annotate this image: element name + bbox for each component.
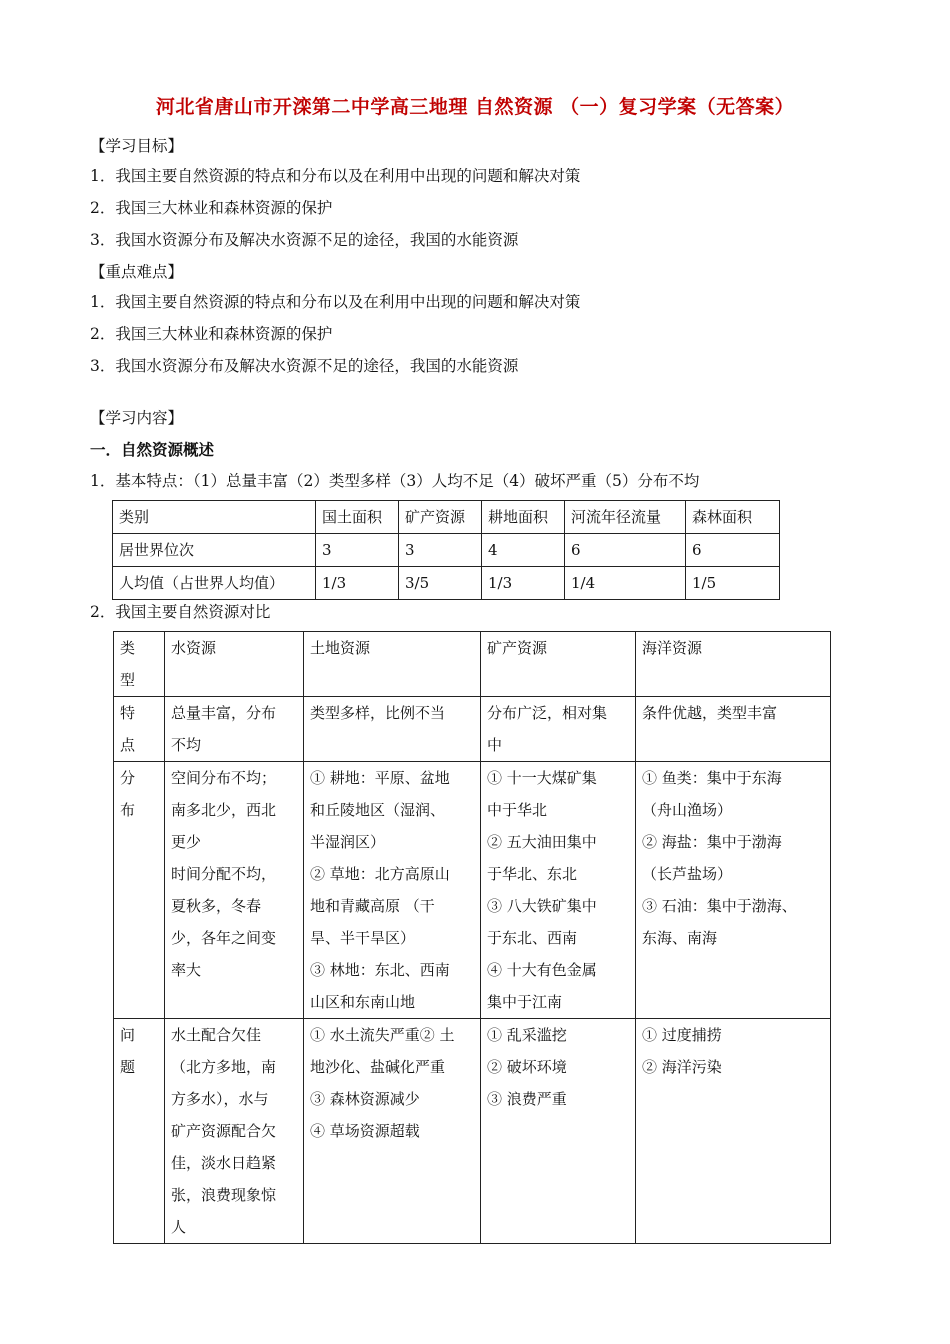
table-cell <box>165 697 304 762</box>
table-cell <box>304 1019 481 1244</box>
table-cell <box>304 762 481 1019</box>
cell-line: 条件优越，类型丰富 <box>642 704 778 722</box>
table-header-row <box>113 501 780 534</box>
cell-line: 集中于江南 <box>487 993 563 1011</box>
table-row <box>113 567 780 600</box>
table-header-cell: 水资源 <box>165 632 304 697</box>
cell-line: ④ 十大有色金属 <box>487 961 597 979</box>
table-cell <box>165 762 304 1019</box>
key-item: 2．我国三大林业和森林资源的保护 <box>90 325 333 343</box>
goal-item: 1．我国主要自然资源的特点和分布以及在利用中出现的问题和解决对策 <box>90 167 581 185</box>
table-cell <box>636 1019 831 1244</box>
cell-line: 南多北少，西北 <box>171 801 277 819</box>
table-header-cell: 类别 <box>113 501 316 534</box>
cell-line: （长芦盐场） <box>642 865 733 883</box>
cell-line: 地沙化、盐碱化严重 <box>310 1058 446 1076</box>
cell-line: 中 <box>487 736 503 754</box>
goal-item: 2．我国三大林业和森林资源的保护 <box>90 199 333 217</box>
cell-line: ③ 八大铁矿集中 <box>487 897 597 915</box>
table-header-cell: 森林面积 <box>686 501 780 534</box>
cell-line: 佳，淡水日趋紧 <box>171 1154 277 1172</box>
cell-line: ② 破坏环境 <box>487 1058 567 1076</box>
cell-line: ③ 森林资源减少 <box>310 1090 420 1108</box>
table-header-cell: 国土面积 <box>316 501 399 534</box>
table-cell: 1/3 <box>316 567 399 600</box>
cell-line: ② 海洋污染 <box>642 1058 722 1076</box>
cell-line: 东海、南海 <box>642 929 718 947</box>
goals-header: 【学习目标】 <box>90 137 184 155</box>
cell-line: 于东北、西南 <box>487 929 578 947</box>
table-cell: 3/5 <box>399 567 482 600</box>
table-header-cell: 耕地面积 <box>482 501 565 534</box>
cell-line: 旱、半干旱区） <box>310 929 416 947</box>
cell-line: 总量丰富，分布 <box>171 704 277 722</box>
table-cell: 人均值（占世界人均值） <box>113 567 316 600</box>
table-header-cell: 矿产资源 <box>399 501 482 534</box>
rank-table <box>112 500 780 600</box>
page-title: 河北省唐山市开滦第二中学高三地理 自然资源 （一）复习学案（无答案） <box>155 96 795 118</box>
cell-line: ① 水土流失严重② 土 <box>310 1026 455 1044</box>
cell-line: 夏秋多，冬春 <box>171 897 262 915</box>
cell-line: 特 <box>120 704 136 722</box>
table-header-cell: 矿产资源 <box>481 632 636 697</box>
cell-line: 水土配合欠佳 <box>171 1026 262 1044</box>
cell-line: 半湿润区） <box>310 833 386 851</box>
cell-line: 问 <box>120 1026 136 1044</box>
cell-line: ② 草地：北方高原山 <box>310 865 450 883</box>
table-cell: 4 <box>482 534 565 567</box>
table-header-cell: 海洋资源 <box>636 632 831 697</box>
key-item: 1．我国主要自然资源的特点和分布以及在利用中出现的问题和解决对策 <box>90 293 581 311</box>
table-header-cell: 土地资源 <box>304 632 481 697</box>
table-cell: 1/3 <box>482 567 565 600</box>
cell-line: 山区和东南山地 <box>310 993 416 1011</box>
table-header-cell <box>114 632 165 697</box>
table-cell <box>636 762 831 1019</box>
cell-line: 时间分配不均， <box>171 865 277 883</box>
cell-line: 不均 <box>171 736 202 754</box>
table-cell <box>304 697 481 762</box>
table-row <box>113 534 780 567</box>
section-heading: 一．自然资源概述 <box>90 441 215 459</box>
table-cell: 6 <box>565 534 686 567</box>
table-cell: 1/4 <box>565 567 686 600</box>
table-cell: 6 <box>686 534 780 567</box>
basic-features: 1．基本特点：（1）总量丰富（2）类型多样（3）人均不足（4）破坏严重（5）分布不均 <box>90 472 700 490</box>
cell-line: ③ 浪费严重 <box>487 1090 567 1108</box>
table-cell: 1/5 <box>686 567 780 600</box>
cell-line: 方多水），水与 <box>171 1090 269 1108</box>
table-cell <box>481 762 636 1019</box>
table-header-cell: 河流年径流量 <box>565 501 686 534</box>
cell-line: 少，各年之间变 <box>171 929 277 947</box>
cell-line: 类型多样，比例不当 <box>310 704 446 722</box>
content-header: 【学习内容】 <box>90 409 184 427</box>
cell-line: 分布广泛，相对集 <box>487 704 608 722</box>
cell-line: 率大 <box>171 961 202 979</box>
cell-line: 于华北、东北 <box>487 865 578 883</box>
cell-line: 矿产资源配合欠 <box>171 1122 277 1140</box>
cell-line: 型 <box>120 671 136 689</box>
key-item: 3．我国水资源分布及解决水资源不足的途径，我国的水能资源 <box>90 357 519 375</box>
cell-line: 张，浪费现象惊 <box>171 1186 277 1204</box>
cell-line: 点 <box>120 736 136 754</box>
cell-line: （舟山渔场） <box>642 801 733 819</box>
cell-line: ① 耕地：平原、盆地 <box>310 769 450 787</box>
table-cell: 居世界位次 <box>113 534 316 567</box>
cell-line: 布 <box>120 801 136 819</box>
cell-line: ④ 草场资源超载 <box>310 1122 420 1140</box>
table-header-row <box>114 632 831 697</box>
cell-line: ① 过度捕捞 <box>642 1026 722 1044</box>
table-row-distribution <box>114 762 831 1019</box>
cell-line: 题 <box>120 1058 136 1076</box>
table-cell <box>165 1019 304 1244</box>
key-header: 【重点难点】 <box>90 263 184 281</box>
cell-line: ③ 林地：东北、西南 <box>310 961 450 979</box>
table-cell <box>636 697 831 762</box>
table-row-features <box>114 697 831 762</box>
row-label <box>114 697 165 762</box>
cell-line: ② 海盐：集中于渤海 <box>642 833 782 851</box>
goal-item: 3．我国水资源分布及解决水资源不足的途径，我国的水能资源 <box>90 231 519 249</box>
table-row-problems <box>114 1019 831 1244</box>
cell-line: ② 五大油田集中 <box>487 833 597 851</box>
cell-line: 类 <box>120 639 136 657</box>
table-cell <box>481 1019 636 1244</box>
cell-line: 空间分布不均； <box>171 769 277 787</box>
cell-line: 更少 <box>171 833 202 851</box>
cell-line: 人 <box>171 1218 187 1236</box>
table-cell <box>481 697 636 762</box>
resource-compare-table <box>113 631 831 1244</box>
row-label <box>114 1019 165 1244</box>
cell-line: ① 鱼类：集中于东海 <box>642 769 782 787</box>
cell-line: （北方多地，南 <box>171 1058 277 1076</box>
row-label <box>114 762 165 1019</box>
table-cell: 3 <box>399 534 482 567</box>
cell-line: ① 乱采滥挖 <box>487 1026 567 1044</box>
cell-line: 和丘陵地区（湿润、 <box>310 801 446 819</box>
cell-line: ③ 石油：集中于渤海、 <box>642 897 797 915</box>
cell-line: 中于华北 <box>487 801 548 819</box>
cell-line: ① 十一大煤矿集 <box>487 769 597 787</box>
table-cell: 3 <box>316 534 399 567</box>
resource-compare-title: 2．我国主要自然资源对比 <box>90 603 271 621</box>
cell-line: 地和青藏高原 （干 <box>310 897 435 915</box>
cell-line: 分 <box>120 769 136 787</box>
